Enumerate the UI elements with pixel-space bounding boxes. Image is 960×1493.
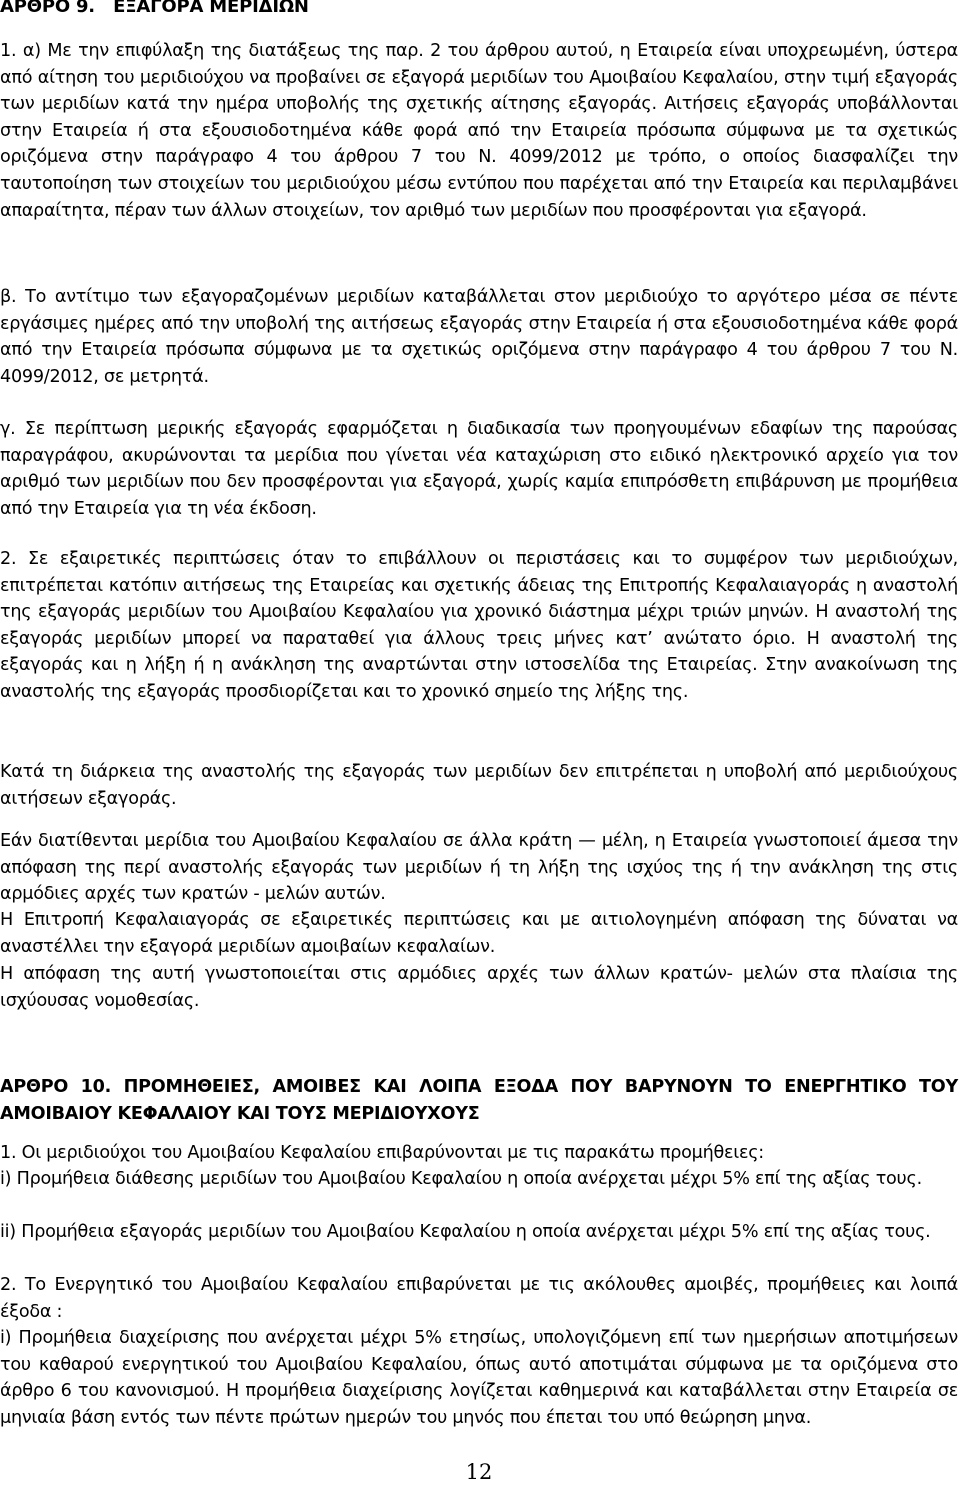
article-10-line-1: 1. Οι μεριδιούχοι του Αμοιβαίου Κεφαλαίου επιβαρύνονται με τις παρακάτω προμήθειες: [0,1143,764,1163]
article-9-paragraph-3: Κατά τη διάρκεια της αναστολής της εξαγοράς των μεριδίων δεν επιτρέπεται η υποβολή από μεριδιούχους αιτήσεων εξαγοράς. [0,762,958,809]
article-10-item-ii: ii) Προμήθεια εξαγοράς μεριδίων του Αμοιβαίου Κεφαλαίου η οποία ανέρχεται μέχρι 5% επί της αξίας τους. [0,1222,931,1242]
article-9-paragraph-6: Η απόφαση της αυτή γνωστοποιείται στις αρμόδιες αρχές των άλλων κρατών- μελών στα πλαίσια της ισχύουσας νομοθεσίας. [0,964,958,1011]
article-9-paragraph-1a: 1. α) Με την επιφύλαξη της διατάξεως της παρ. 2 του άρθρου αυτού, η Εταιρεία είναι υποχρεωμένη, ύστερα από αίτηση του μεριδιούχου να προβαίνει σε εξαγορά μεριδίων του Αμοιβαίου Κεφαλαίου, στην τιμή εξαγοράς των μεριδίων κατά την ημέρα υποβολής της σχετικής αίτησης εξαγοράς. Αιτήσεις εξαγοράς υποβάλλονται στην Εταιρεία ή στα εξουσιοδοτημένα κάθε φορά από την Εταιρεία πρόσωπα σύμφωνα με τα σχετικώς οριζόμενα στην παράγραφο 4 του άρθρου 7 του Ν. 4099/2012 με τρόπο, ο οποίος διασφαλίζει την ταυτοποίηση των στοιχείων του μεριδιούχου μέσω εντύπου που παρέχεται από την Εταιρεία και περιλαμβάνει απαραίτητα, πέραν των άλλων στοιχείων, τον αριθμό των μεριδίων που προσφέρονται για εξαγορά. [0,41,958,221]
article-9-paragraph-5: Η Επιτροπή Κεφαλαιαγοράς σε εξαιρετικές περιπτώσεις και με αιτιολογημένη απόφαση της δύναται να αναστέλλει την εξαγορά μεριδίων αμοιβαίων κεφαλαίων. [0,910,958,957]
article-9-paragraph-2: 2. Σε εξαιρετικές περιπτώσεις όταν το επιβάλλουν οι περιστάσεις και το συμφέρον των μεριδιούχων, επιτρέπεται κατόπιν αιτήσεως της Εταιρείας και σχετικής άδειας της Επιτροπής Κεφαλαιαγοράς η αναστολή της εξαγοράς μεριδίων του Αμοιβαίου Κεφαλαίου για χρονικό διάστημα μέχρι τριών μηνών. Η αναστολή της εξαγοράς μεριδίων μπορεί να παραταθεί για άλλους τρεις μήνες κατ’ ανώτατο όριο. Η αναστολή της εξαγοράς και η λήξη ή η ανάκληση της αναρτώνται στην ιστοσελίδα της Εταιρείας. Στην ανακοίνωση της αναστολής της εξαγοράς προσδιορίζεται και το χρονικό σημείο της λήξης της. [0,549,958,702]
article-9-paragraph-1b: β. Το αντίτιμο των εξαγοραζομένων μεριδίων καταβάλλεται στον μεριδιούχο το αργότερο μέσα σε πέντε εργάσιμες ημέρες από την υποβολή της αιτήσεως εξαγοράς στην Εταιρεία ή στα εξουσιοδοτημένα κάθε φορά από την Εταιρεία πρόσωπα σύμφωνα με τα σχετικώς οριζόμενα στην παράγραφο 4 του άρθρου 7 του Ν. 4099/2012, σε μετρητά. [0,287,958,387]
article-10-item-2i: i) Προμήθεια διαχείρισης που ανέρχεται μέχρι 5% ετησίως, υπολογιζόμενη επί των ημερήσιων αποτιμήσεων του καθαρού ενεργητικού του Αμοιβαίου Κεφαλαίου, όπως αυτό αποτιμάται σύμφωνα με τα οριζόμενα στο άρθρο 6 του κανονισμού. Η προμήθεια διαχείρισης λογίζεται καθημερινά και καταβάλλεται στην Εταιρεία σε μηνιαία βάση εντός των πέντε πρώτων ημερών του μηνός που έπεται του υπό θεώρηση μηνα. [0,1328,958,1428]
article-10-title: ΑΡΘΡΟ 10. ΠΡΟΜΗΘΕΙΕΣ, ΑΜΟΙΒΕΣ ΚΑΙ ΛΟΙΠΑ ΕΞΟΔΑ ΠΟΥ ΒΑΡΥΝΟΥΝ ΤΟ ΕΝΕΡΓΗΤΙΚΟ ΤΟΥ ΑΜΟΙΒΑΙΟΥ ΚΕΦΑΛΑΙΟΥ ΚΑΙ ΤΟΥΣ ΜΕΡΙΔΙΟΥΧΟΥΣ [0,1077,958,1124]
article-10-item-i: i) Προμήθεια διάθεσης μεριδίων του Αμοιβαίου Κεφαλαίου η οποία ανέρχεται μέχρι 5% επί της αξίας τους. [0,1169,922,1189]
article-9-title: ΑΡΘΡΟ 9. ΕΞΑΓΟΡΑ ΜΕΡΙΔΙΩΝ [0,0,309,17]
page-number: 12 [465,1460,493,1484]
article-10-line-2: 2. Το Ενεργητικό του Αμοιβαίου Κεφαλαίου επιβαρύνεται με τις ακόλουθες αμοιβές, προμήθειες και λοιπά έξοδα : [0,1275,958,1322]
article-9-paragraph-4: Εάν διατίθενται μερίδια του Αμοιβαίου Κεφαλαίου σε άλλα κράτη — μέλη, η Εταιρεία γνωστοποιεί άμεσα την απόφαση της περί αναστολής εξαγοράς των μεριδίων ή τη λήξη της ισχύος της ή την ανάκληση της στις αρμόδιες αρχές των κρατών - μελών αυτών. [0,831,958,905]
article-9-paragraph-1c: γ. Σε περίπτωση μερικής εξαγοράς εφαρμόζεται η διαδικασία των προηγουμένων εδαφίων της παρούσας παραγράφου, ακυρώνονται τα μερίδια που γίνεται νέα καταχώριση στο ειδικό ηλεκτρονικό αρχείο για τον αριθμό των μεριδίων που δεν προσφέρονται για εξαγορά, χωρίς καμία επιπρόσθετη επιβάρυνση με προμήθεια από την Εταιρεία για τη νέα έκδοση. [0,419,958,519]
